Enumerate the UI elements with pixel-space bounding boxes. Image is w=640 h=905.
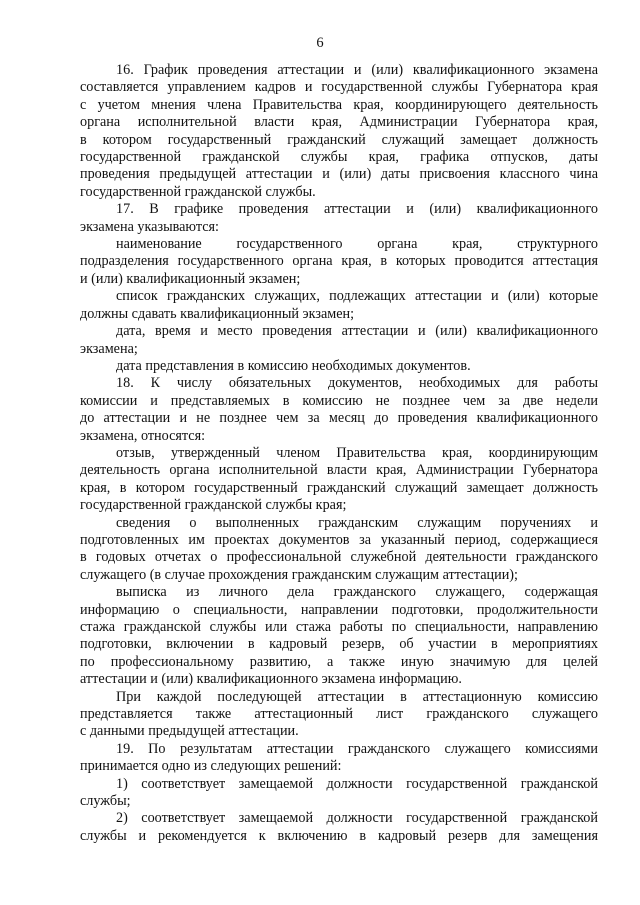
text-line: подразделения государственного органа края, в которых проводится аттестация [80,253,598,270]
paragraph [80,201,598,236]
document-body [80,62,598,845]
text-line: дата представления в комиссию необходимых документов. [116,357,471,374]
text-line: список гражданских служащих, подлежащих аттестации и (или) которые [116,288,598,305]
paragraph [80,689,598,741]
paragraph [80,236,598,288]
text-line: государственной гражданской службы. [80,183,316,200]
paragraph [80,288,598,323]
text-line: службы; [80,793,131,810]
text-line: государственной гражданской службы края, графика отпусков, даты [80,149,598,166]
text-line: комиссии и представляемых в комиссию не позднее чем за две недели [80,392,598,409]
paragraph [80,375,598,445]
text-line: до аттестации и не позднее чем за месяц до проведения квалификационного [80,410,598,427]
text-line: экзамена; [80,340,138,357]
text-line: края, в котором государственный гражданский служащий замещает должность [80,479,598,496]
text-line: деятельность органа исполнительной власти края, Администрации Губернатора [80,462,598,479]
text-line: подготовленных им проектах документов за указанный период, содержащиеся [80,531,598,548]
text-line: должны сдавать квалификационный экзамен; [80,305,355,322]
text-line: составляется управлением кадров и государственной службы Губернатора края [80,79,598,96]
text-line: стажа гражданской службы или стажа работы по специальности, направлению [80,619,598,635]
text-line: экзамена, относятся: [80,427,206,444]
text-line: представляется также аттестационный лист гражданского служащего [80,706,598,723]
text-line: принимается одно из следующих решений: [80,758,342,775]
paragraph [80,62,598,201]
text-line: 18. К числу обязательных документов, необходимых для работы [116,375,598,392]
paragraph [80,515,598,585]
text-line: 2) соответствует замещаемой должности государственной гражданской [116,810,598,827]
text-line: информацию о специальности, направлении подготовки, продолжительности [80,601,598,618]
paragraph [80,776,598,811]
text-line: государственной гражданской службы края; [80,497,347,514]
text-line: наименование государственного органа края, структурного [116,236,598,253]
paragraph [80,584,598,688]
text-line: и (или) квалификационный экзамен; [80,270,301,287]
text-line: выписка из личного дела гражданского служащего, содержащая [116,584,598,601]
text-line: 1) соответствует замещаемой должности государственной гражданской [116,775,598,792]
paragraph [80,445,598,515]
paragraph [80,810,598,845]
text-line: органа исполнительной власти края, Администрации Губернатора края, [80,114,598,131]
text-line: дата, время и место проведения аттестации и (или) квалификационного [116,323,598,340]
text-line: в годовых отчетах о профессиональной служебной деятельности гражданского [80,549,598,566]
text-line: в котором государственный гражданский служащий замещает должность [80,131,598,148]
text-line: экзамена указываются: [80,218,219,235]
text-line: 16. График проведения аттестации и (или) квалификационного экзамена [116,62,598,78]
text-line: по профессиональному развитию, а также иную значимую для целей [80,653,598,670]
paragraph [80,741,598,776]
page-number: 6 [316,35,324,51]
text-line: отзыв, утвержденный членом Правительства края, координирующим [116,444,598,461]
paragraph [80,358,598,375]
text-line: проведения предыдущей аттестации и (или) даты присвоения классного чина [80,166,598,183]
text-line: службы и рекомендуется к включению в кадровый резерв для замещения [80,827,598,844]
text-line: При каждой последующей аттестации в аттестационную комиссию [116,688,598,705]
text-line: 17. В графике проведения аттестации и (или) квалификационного [116,201,598,218]
text-line: с данными предыдущей аттестации. [80,723,299,740]
text-line: подготовки, включении в кадровый резерв, об участии в мероприятиях [80,636,598,653]
text-line: 19. По результатам аттестации гражданского служащего комиссиями [116,740,598,757]
text-line: служащего (в случае прохождения гражданским служащим аттестации); [80,566,518,583]
paragraph [80,323,598,358]
text-line: с учетом мнения члена Правительства края, координирующего деятельность [80,96,598,113]
text-line: аттестации и (или) квалификационного экзамена информацию. [80,671,462,688]
text-line: сведения о выполненных гражданским служащим поручениях и [116,514,598,531]
